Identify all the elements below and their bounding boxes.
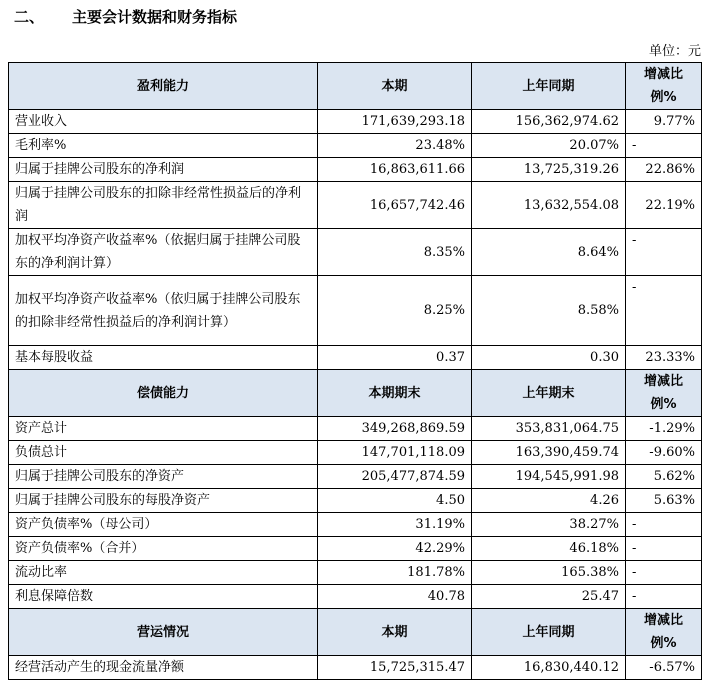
cell-current: 349,268,869.59 — [318, 417, 472, 441]
cell-current: 42.29% — [318, 537, 472, 561]
cell-current: 8.25% — [318, 276, 472, 346]
table-row — [9, 346, 702, 370]
cell-current: 205,477,874.59 — [318, 465, 472, 489]
section-header-row — [9, 609, 702, 656]
cell-change: 5.62% — [626, 465, 702, 489]
cell-prior: 8.58% — [472, 276, 626, 346]
cell-change: - — [626, 134, 702, 158]
cell-label: 资产负债率%（母公司） — [9, 513, 318, 537]
cell-current: 40.78 — [318, 585, 472, 609]
cell-label: 资产负债率%（合并） — [9, 537, 318, 561]
financial-indicators-table — [8, 62, 702, 680]
header-cell: 本期期末 — [318, 370, 472, 417]
cell-prior: 13,632,554.08 — [472, 182, 626, 229]
cell-current: 171,639,293.18 — [318, 110, 472, 134]
header-cell: 偿债能力 — [9, 370, 318, 417]
cell-prior: 8.64% — [472, 229, 626, 276]
cell-label: 归属于挂牌公司股东的净资产 — [9, 465, 318, 489]
header-cell: 上年期末 — [472, 370, 626, 417]
unit-label: 单位：元 — [648, 44, 701, 59]
cell-prior: 156,362,974.62 — [472, 110, 626, 134]
cell-label: 基本每股收益 — [9, 346, 318, 370]
cell-label: 流动比率 — [9, 561, 318, 585]
cell-current: 23.48% — [318, 134, 472, 158]
cell-prior: 163,390,459.74 — [472, 441, 626, 465]
cell-label: 利息保障倍数 — [9, 585, 318, 609]
cell-change: - — [626, 561, 702, 585]
table-row — [9, 182, 702, 229]
table-body — [9, 63, 702, 680]
cell-prior: 0.30 — [472, 346, 626, 370]
cell-current: 181.78% — [318, 561, 472, 585]
cell-current: 0.37 — [318, 346, 472, 370]
cell-change: - — [626, 276, 702, 346]
header-cell: 上年同期 — [472, 609, 626, 656]
cell-label: 归属于挂牌公司股东的扣除非经常性损益后的净利润 — [9, 182, 318, 229]
cell-current: 16,863,611.66 — [318, 158, 472, 182]
cell-prior: 16,830,440.12 — [472, 656, 626, 680]
cell-prior: 38.27% — [472, 513, 626, 537]
cell-prior: 194,545,991.98 — [472, 465, 626, 489]
cell-change: - — [626, 537, 702, 561]
cell-label: 归属于挂牌公司股东的每股净资产 — [9, 489, 318, 513]
cell-current: 8.35% — [318, 229, 472, 276]
cell-change: - — [626, 585, 702, 609]
cell-change: - — [626, 229, 702, 276]
cell-label: 归属于挂牌公司股东的净利润 — [9, 158, 318, 182]
cell-prior: 46.18% — [472, 537, 626, 561]
table-row — [9, 134, 702, 158]
table-row — [9, 585, 702, 609]
cell-change: 22.19% — [626, 182, 702, 229]
cell-prior: 353,831,064.75 — [472, 417, 626, 441]
section-number: 二、 — [14, 8, 45, 26]
cell-current: 31.19% — [318, 513, 472, 537]
table-row — [9, 489, 702, 513]
cell-label: 负债总计 — [9, 441, 318, 465]
cell-current: 147,701,118.09 — [318, 441, 472, 465]
table-row — [9, 465, 702, 489]
cell-change: - — [626, 513, 702, 537]
cell-current: 16,657,742.46 — [318, 182, 472, 229]
table-row — [9, 513, 702, 537]
cell-change: 5.63% — [626, 489, 702, 513]
header-cell: 增减比例% — [626, 370, 702, 417]
header-cell: 增减比例% — [626, 609, 702, 656]
header-cell: 营运情况 — [9, 609, 318, 656]
header-cell: 盈利能力 — [9, 63, 318, 110]
cell-label: 营业收入 — [9, 110, 318, 134]
cell-label: 毛利率% — [9, 134, 318, 158]
table-row — [9, 441, 702, 465]
cell-current: 15,725,315.47 — [318, 656, 472, 680]
cell-current: 4.50 — [318, 489, 472, 513]
section-header-row — [9, 370, 702, 417]
table-row — [9, 417, 702, 441]
cell-label: 资产总计 — [9, 417, 318, 441]
table-row — [9, 158, 702, 182]
cell-change: -9.60% — [626, 441, 702, 465]
cell-change: -1.29% — [626, 417, 702, 441]
table-row — [9, 656, 702, 680]
section-title: 主要会计数据和财务指标 — [72, 8, 238, 26]
cell-prior: 165.38% — [472, 561, 626, 585]
section-heading — [14, 6, 237, 27]
cell-label: 加权平均净资产收益率%（依归属于挂牌公司股东的扣除非经常性损益后的净利润计算） — [9, 276, 318, 346]
table-row — [9, 276, 702, 346]
table-row — [9, 110, 702, 134]
cell-prior: 25.47 — [472, 585, 626, 609]
cell-prior: 20.07% — [472, 134, 626, 158]
header-cell: 本期 — [318, 609, 472, 656]
cell-prior: 13,725,319.26 — [472, 158, 626, 182]
table-row — [9, 537, 702, 561]
section-header-row — [9, 63, 702, 110]
header-cell: 增减比例% — [626, 63, 702, 110]
cell-change: 9.77% — [626, 110, 702, 134]
cell-change: -6.57% — [626, 656, 702, 680]
cell-label: 加权平均净资产收益率%（依据归属于挂牌公司股东的净利润计算） — [9, 229, 318, 276]
cell-change: 23.33% — [626, 346, 702, 370]
table-row — [9, 229, 702, 276]
cell-label: 经营活动产生的现金流量净额 — [9, 656, 318, 680]
cell-change: 22.86% — [626, 158, 702, 182]
cell-prior: 4.26 — [472, 489, 626, 513]
table-row — [9, 561, 702, 585]
header-cell: 上年同期 — [472, 63, 626, 110]
header-cell: 本期 — [318, 63, 472, 110]
